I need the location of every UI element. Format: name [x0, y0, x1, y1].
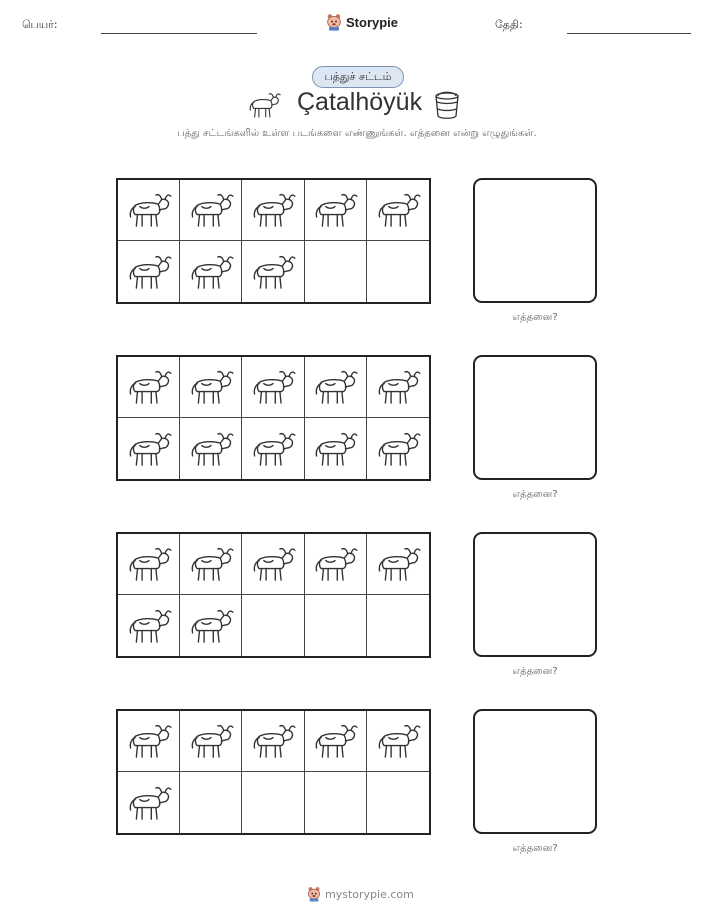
filled-cell	[242, 418, 304, 479]
bull-icon	[375, 429, 421, 469]
footer-url: mystorypie.com	[325, 887, 414, 901]
filled-cell	[118, 241, 180, 302]
page-title: Çatalhöyük	[297, 88, 423, 116]
name-label: பெயர்:	[22, 18, 58, 31]
filled-cell	[118, 534, 180, 595]
count-label-2: எத்தனை?	[512, 489, 558, 500]
empty-cell	[242, 772, 304, 833]
ten-frame-4	[116, 709, 431, 835]
count-label-4: எத்தனை?	[512, 843, 558, 854]
filled-cell	[180, 595, 242, 656]
bucket-icon	[433, 90, 461, 120]
filled-cell	[118, 357, 180, 418]
date-field[interactable]	[567, 33, 691, 34]
instructions: பத்து சட்டங்களில் உள்ள படங்களை எண்ணுங்கள். எத்தனை என்று எழுதுங்கள்.	[177, 128, 537, 139]
brand-name: Storypie	[346, 14, 399, 30]
empty-cell	[305, 241, 367, 302]
bull-icon	[126, 367, 172, 407]
ten-frame-2	[116, 355, 431, 481]
bull-icon	[250, 429, 296, 469]
filled-cell	[305, 357, 367, 418]
empty-cell	[305, 772, 367, 833]
bull-icon	[188, 721, 234, 761]
filled-cell	[242, 180, 304, 241]
bull-icon	[375, 190, 421, 230]
empty-cell	[180, 772, 242, 833]
bull-icon	[312, 429, 358, 469]
filled-cell	[305, 534, 367, 595]
filled-cell	[118, 772, 180, 833]
filled-cell	[242, 241, 304, 302]
ten-frame-3	[116, 532, 431, 658]
filled-cell	[242, 534, 304, 595]
answer-box-4[interactable]	[473, 709, 597, 834]
topic-badge: பத்துச் சட்டம்	[312, 66, 404, 88]
empty-cell	[305, 595, 367, 656]
bull-icon	[188, 252, 234, 292]
bull-icon	[126, 429, 172, 469]
empty-cell	[367, 595, 429, 656]
bull-icon	[188, 190, 234, 230]
filled-cell	[305, 180, 367, 241]
filled-cell	[118, 711, 180, 772]
bull-icon	[312, 721, 358, 761]
filled-cell	[367, 534, 429, 595]
filled-cell	[367, 180, 429, 241]
bull-icon	[375, 721, 421, 761]
filled-cell	[180, 711, 242, 772]
bull-icon	[375, 544, 421, 584]
count-label-1: எத்தனை?	[512, 312, 558, 323]
ten-frame-1	[116, 178, 431, 304]
bull-icon	[250, 544, 296, 584]
bull-icon	[312, 544, 358, 584]
bull-icon	[375, 367, 421, 407]
filled-cell	[305, 711, 367, 772]
bull-icon	[126, 544, 172, 584]
filled-cell	[118, 180, 180, 241]
bull-icon	[126, 190, 172, 230]
bull-icon	[250, 367, 296, 407]
bull-icon	[247, 90, 281, 120]
filled-cell	[367, 418, 429, 479]
bull-icon	[188, 429, 234, 469]
filled-cell	[180, 418, 242, 479]
answer-box-1[interactable]	[473, 178, 597, 303]
filled-cell	[367, 711, 429, 772]
filled-cell	[180, 534, 242, 595]
bull-icon	[126, 252, 172, 292]
bull-icon	[126, 721, 172, 761]
storypie-logo	[307, 886, 321, 902]
filled-cell	[305, 418, 367, 479]
filled-cell	[242, 711, 304, 772]
empty-cell	[367, 241, 429, 302]
bull-icon	[126, 783, 172, 823]
filled-cell	[180, 241, 242, 302]
bull-icon	[188, 544, 234, 584]
date-label: தேதி:	[495, 18, 523, 31]
bull-icon	[250, 252, 296, 292]
count-label-3: எத்தனை?	[512, 666, 558, 677]
bull-icon	[188, 367, 234, 407]
filled-cell	[367, 357, 429, 418]
bull-icon	[312, 367, 358, 407]
empty-cell	[367, 772, 429, 833]
brand	[326, 13, 398, 31]
bull-icon	[250, 721, 296, 761]
answer-box-3[interactable]	[473, 532, 597, 657]
answer-box-2[interactable]	[473, 355, 597, 480]
bull-icon	[188, 606, 234, 646]
name-field[interactable]	[101, 33, 257, 34]
storypie-logo	[326, 13, 342, 31]
filled-cell	[118, 595, 180, 656]
filled-cell	[118, 418, 180, 479]
bull-icon	[312, 190, 358, 230]
bull-icon	[250, 190, 296, 230]
filled-cell	[180, 357, 242, 418]
bull-icon	[126, 606, 172, 646]
filled-cell	[180, 180, 242, 241]
footer	[307, 886, 414, 902]
empty-cell	[242, 595, 304, 656]
filled-cell	[242, 357, 304, 418]
